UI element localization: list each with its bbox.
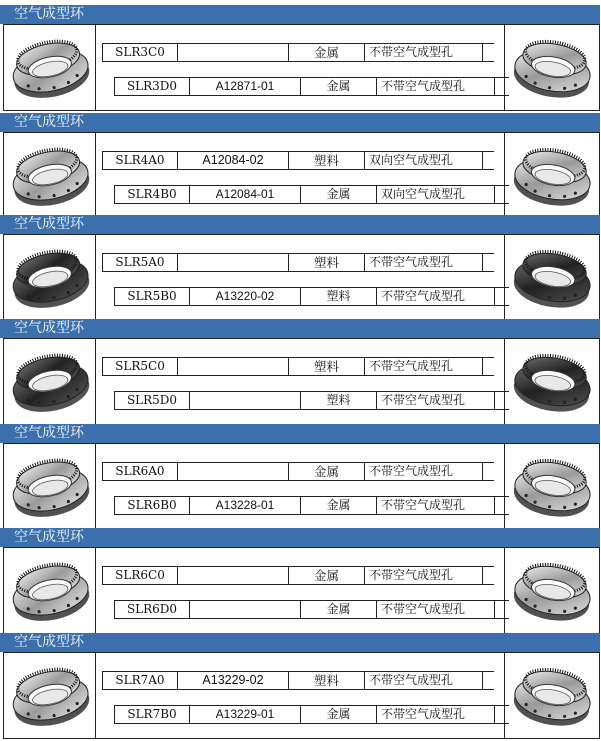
part-code: SLR5B0 bbox=[114, 288, 189, 305]
part-code: SLR4A0 bbox=[102, 152, 177, 169]
table-row bbox=[114, 391, 509, 410]
material: 金属 bbox=[288, 567, 364, 584]
description: 不带空气成型孔 bbox=[364, 254, 483, 271]
table-row bbox=[114, 600, 509, 619]
shaping-ring-image bbox=[5, 550, 95, 632]
part-number bbox=[177, 44, 288, 61]
description: 不带空气成型孔 bbox=[364, 44, 483, 61]
section-body bbox=[3, 338, 600, 425]
part-number: A13228-01 bbox=[189, 497, 300, 514]
part-code: SLR6B0 bbox=[114, 497, 189, 514]
material: 金属 bbox=[300, 186, 376, 203]
shaping-ring-image bbox=[508, 135, 598, 217]
table-row bbox=[102, 43, 494, 62]
part-code: SLR5A0 bbox=[102, 254, 177, 271]
section-body bbox=[3, 652, 600, 739]
section-header: 空气成型环 bbox=[0, 528, 600, 547]
table-row bbox=[102, 566, 494, 585]
material: 塑料 bbox=[288, 672, 364, 689]
description: 不带空气成型孔 bbox=[364, 358, 483, 375]
section-body bbox=[3, 234, 600, 321]
section-header: 空气成型环 bbox=[0, 319, 600, 338]
part-number bbox=[177, 254, 288, 271]
part-number bbox=[189, 392, 300, 409]
description: 不带空气成型孔 bbox=[376, 288, 495, 305]
material: 金属 bbox=[300, 601, 376, 618]
description: 不带空气成型孔 bbox=[364, 567, 483, 584]
material: 塑料 bbox=[300, 392, 376, 409]
material: 塑料 bbox=[288, 358, 364, 375]
description: 不带空气成型孔 bbox=[376, 78, 495, 95]
part-number: A13229-01 bbox=[189, 706, 300, 723]
shaping-ring-image bbox=[5, 655, 95, 737]
description: 不带空气成型孔 bbox=[364, 672, 483, 689]
part-code: SLR7B0 bbox=[114, 706, 189, 723]
table-row bbox=[114, 287, 509, 306]
part-code: SLR6C0 bbox=[102, 567, 177, 584]
description: 双向空气成型孔 bbox=[364, 152, 483, 169]
table-row bbox=[102, 151, 494, 170]
shaping-ring-image bbox=[508, 237, 598, 319]
material: 塑料 bbox=[300, 288, 376, 305]
section-header: 空气成型环 bbox=[0, 215, 600, 234]
shaping-ring-image bbox=[5, 27, 95, 109]
section-body bbox=[3, 24, 600, 111]
part-number bbox=[177, 463, 288, 480]
shaping-ring-image bbox=[5, 237, 95, 319]
part-code: SLR6A0 bbox=[102, 463, 177, 480]
shaping-ring-image bbox=[508, 341, 598, 423]
section-header: 空气成型环 bbox=[0, 5, 600, 24]
part-code: SLR5D0 bbox=[114, 392, 189, 409]
part-code: SLR3C0 bbox=[102, 44, 177, 61]
section-header: 空气成型环 bbox=[0, 113, 600, 132]
material: 塑料 bbox=[288, 254, 364, 271]
part-number bbox=[177, 358, 288, 375]
description: 不带空气成型孔 bbox=[376, 706, 495, 723]
material: 塑料 bbox=[288, 152, 364, 169]
table-row bbox=[102, 357, 494, 376]
material: 金属 bbox=[288, 463, 364, 480]
part-number: A12084-02 bbox=[177, 152, 288, 169]
material: 金属 bbox=[288, 44, 364, 61]
part-number bbox=[177, 567, 288, 584]
shaping-ring-image bbox=[508, 550, 598, 632]
shaping-ring-image bbox=[508, 446, 598, 528]
description: 双向空气成型孔 bbox=[376, 186, 495, 203]
table-row bbox=[114, 185, 509, 204]
material: 金属 bbox=[300, 78, 376, 95]
shaping-ring-image bbox=[5, 135, 95, 217]
table-row bbox=[102, 462, 494, 481]
section-header: 空气成型环 bbox=[0, 424, 600, 443]
material: 金属 bbox=[300, 497, 376, 514]
shaping-ring-image bbox=[5, 446, 95, 528]
description: 不带空气成型孔 bbox=[364, 463, 483, 480]
description: 不带空气成型孔 bbox=[376, 497, 495, 514]
description: 不带空气成型孔 bbox=[376, 601, 495, 618]
part-code: SLR7A0 bbox=[102, 672, 177, 689]
table-row bbox=[114, 496, 509, 515]
part-number: A12084-01 bbox=[189, 186, 300, 203]
shaping-ring-image bbox=[5, 341, 95, 423]
part-code: SLR3D0 bbox=[114, 78, 189, 95]
part-code: SLR5C0 bbox=[102, 358, 177, 375]
part-code: SLR6D0 bbox=[114, 601, 189, 618]
part-code: SLR4B0 bbox=[114, 186, 189, 203]
material: 金属 bbox=[300, 706, 376, 723]
section-body bbox=[3, 547, 600, 634]
shaping-ring-image bbox=[508, 655, 598, 737]
part-number bbox=[189, 601, 300, 618]
section-body bbox=[3, 132, 600, 219]
part-number: A12871-01 bbox=[189, 78, 300, 95]
table-row bbox=[114, 705, 509, 724]
part-number: A13220-02 bbox=[189, 288, 300, 305]
table-row bbox=[114, 77, 509, 96]
shaping-ring-image bbox=[508, 27, 598, 109]
description: 不带空气成型孔 bbox=[376, 392, 495, 409]
section-header: 空气成型环 bbox=[0, 633, 600, 652]
section-body bbox=[3, 443, 600, 530]
table-row bbox=[102, 671, 494, 690]
table-row bbox=[102, 253, 494, 272]
part-number: A13229-02 bbox=[177, 672, 288, 689]
